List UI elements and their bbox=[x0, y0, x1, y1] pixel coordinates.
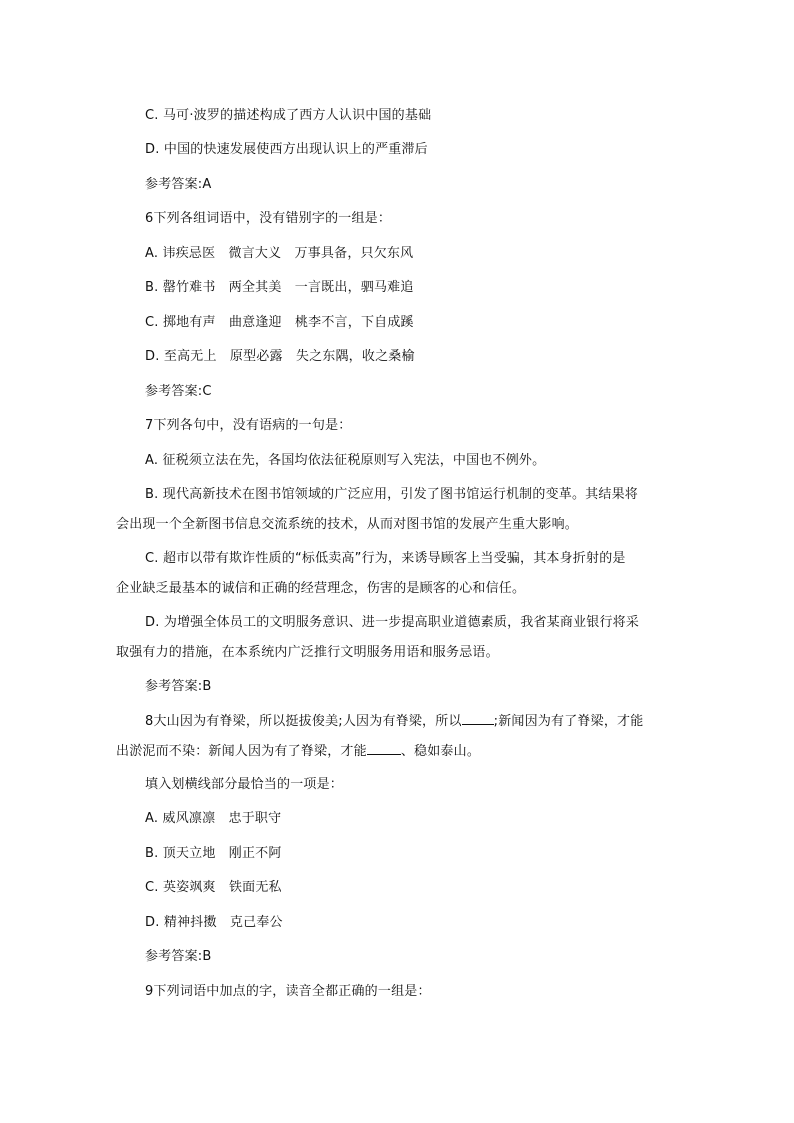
q7-question: 7下列各句中，没有语病的一句是： bbox=[145, 418, 352, 433]
q8-question-line2 bbox=[116, 742, 480, 761]
q8-instruction: 填入划横线部分最恰当的一项是： bbox=[145, 777, 344, 792]
q8-option-b: B. 顶天立地 刚正不阿 bbox=[145, 846, 282, 861]
q7-option-b-line1: B. 现代高新技术在图书馆领域的广泛应用，引发了图书馆运行机制的变革。其结果将 bbox=[145, 487, 638, 502]
q6-option-a: A. 讳疾忌医 微言大义 万事具备，只欠东风 bbox=[145, 246, 414, 261]
q6-answer: 参考答案:C bbox=[145, 384, 212, 399]
q6-question: 6下列各组词语中，没有错别字的一组是： bbox=[145, 211, 392, 226]
q8-option-a: A. 威风凛凛 忠于职守 bbox=[145, 811, 282, 826]
q5-answer: 参考答案:A bbox=[145, 177, 212, 192]
q9-question: 9下列词语中加点的字，读音全都正确的一组是： bbox=[145, 984, 431, 999]
q7-answer: 参考答案:B bbox=[145, 679, 212, 694]
q7-option-c-line1: C. 超市以带有欺诈性质的“标低卖高”行为，来诱导顾客上当受骗，其本身折射的是 bbox=[145, 551, 626, 566]
q6-option-c: C. 掷地有声 曲意逢迎 桃李不言，下自成蹊 bbox=[145, 315, 414, 330]
q5-option-c: C. 马可·波罗的描述构成了西方人认识中国的基础 bbox=[145, 108, 432, 123]
q8-text-1a: 8大山因为有脊梁，所以挺拔俊美;人因为有脊梁，所以 bbox=[145, 714, 462, 729]
q7-option-d-line2: 取强有力的措施，在本系统内广泛推行文明服务用语和服务忌语。 bbox=[116, 645, 499, 660]
q6-option-d: D. 至高无上 原型必露 失之东隅，收之桑榆 bbox=[145, 349, 415, 364]
q7-option-d-line1: D. 为增强全体员工的文明服务意识、进一步提高职业道德素质，我省某商业银行将采 bbox=[145, 615, 640, 630]
q8-blank-1 bbox=[462, 712, 494, 725]
q7-option-c-line2: 企业缺乏最基本的诚信和正确的经营理念，伤害的是顾客的心和信任。 bbox=[116, 581, 526, 596]
q8-text-2b: 、稳如泰山。 bbox=[400, 744, 481, 759]
q8-text-1b: ;新闻因为有了脊梁，才能 bbox=[493, 714, 644, 729]
q6-option-b: B. 罄竹难书 两全其美 一言既出，驷马难追 bbox=[145, 280, 414, 295]
q8-answer: 参考答案:B bbox=[145, 949, 212, 964]
q5-option-d: D. 中国的快速发展使西方出现认识上的严重滞后 bbox=[145, 142, 428, 157]
q8-option-c: C. 英姿飒爽 铁面无私 bbox=[145, 880, 282, 895]
q7-option-a: A. 征税须立法在先，各国均依法征税原则写入宪法，中国也不例外。 bbox=[145, 453, 546, 468]
q8-text-2a: 出淤泥而不染：新闻人因为有了脊梁，才能 bbox=[116, 744, 367, 759]
q8-question-line1 bbox=[145, 712, 643, 731]
q8-blank-2 bbox=[367, 742, 401, 755]
q8-option-d: D. 精神抖擞 克己奉公 bbox=[145, 915, 283, 930]
q7-option-b-line2: 会出现一个全新图书信息交流系统的技术，从而对图书馆的发展产生重大影响。 bbox=[116, 517, 579, 532]
